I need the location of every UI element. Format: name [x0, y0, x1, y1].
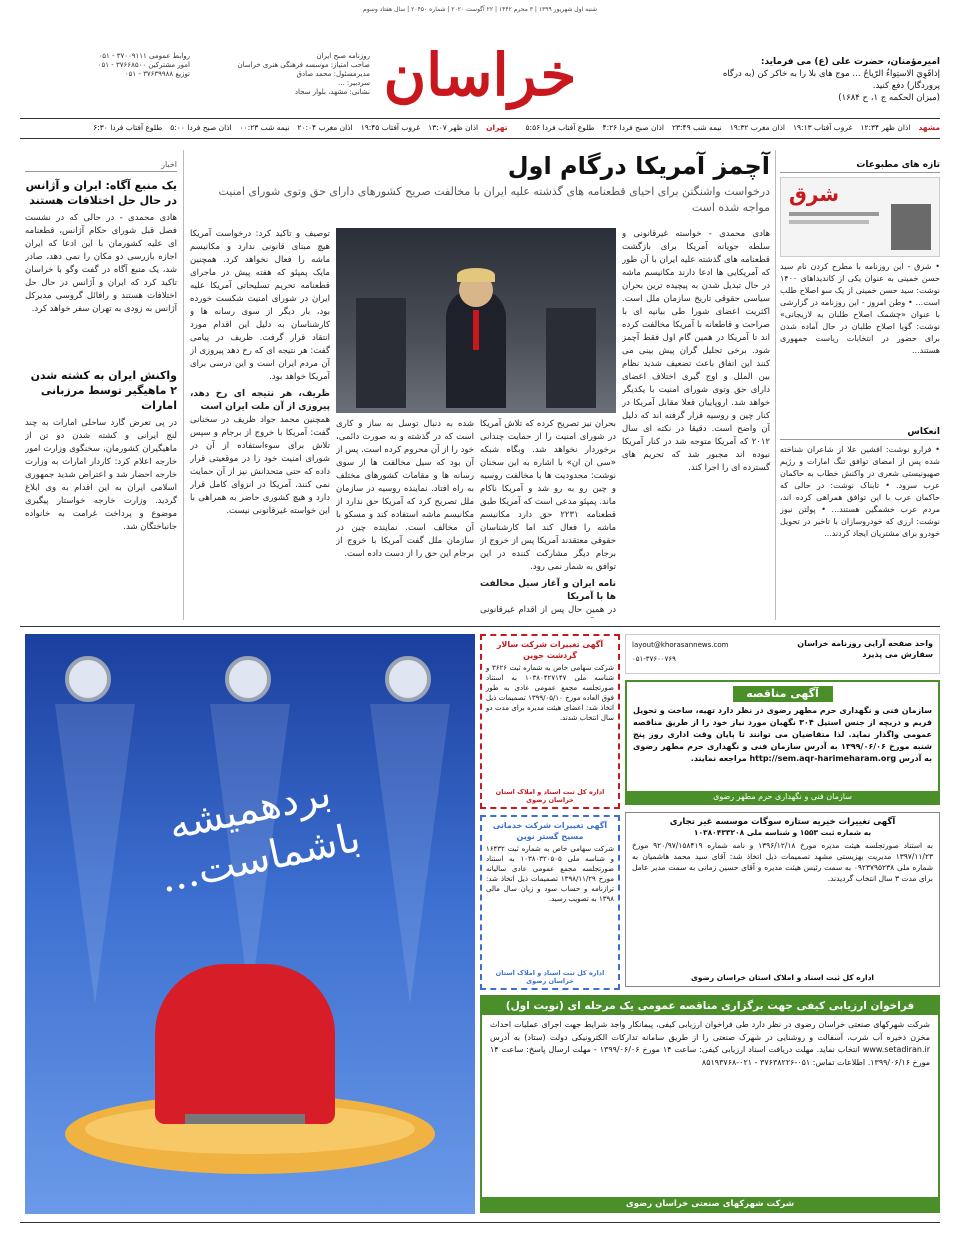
quote-block: [710, 56, 940, 104]
masthead-logo: [380, 30, 580, 130]
spotlight-icon: [225, 656, 271, 702]
news2-title: واکنش ایران به کشته شدن ۲ ماهیگیر توسط مرزبانی امارات: [30, 369, 177, 412]
prayer-city-mashhad: مشهد: [918, 123, 940, 132]
prayer-time: اذان صبح فردا ۵:۰۰: [170, 123, 232, 132]
main-body-col2: [480, 418, 616, 618]
banner-slogan: بردهمیشه باشماست...: [156, 769, 365, 903]
change-ad: [625, 812, 940, 987]
news1-body: هادی محمدی - در حالی که در نشست فصل قبل شورای حکام آژانس، قطعنامه ای علیه کشورمان با این ادعا که ایران اجازه بازرسی دو مکان را نمی دهد، صادر شد، یک منبع آگاه در گفت وگو با خراسان تاکید کرد که ایران و آژانس در حال حل اختلافات هستند و رافائل گروسی مدیرکل آژانس به زودی به تهران سفر خواهد کرد.: [25, 213, 177, 314]
prayer-city-tehran: تهران: [486, 123, 508, 132]
banner-ad: [25, 634, 475, 1214]
news1-title: یک منبع آگاه: ایران و آژانس در حال حل اختلافات هستند: [25, 179, 177, 207]
tender-footer: شرکت شهرکهای صنعتی خراسان رضوی: [482, 1197, 938, 1211]
col2-text: بحران نیز تصریح کرده که تلاش آمریکا در شورای امنیت را از حمایت چندانی برخوردار نخواهد شد. وبگاه شبکه «سی ان ان» با اشاره به این سخنان نوشت: محدودیت ها با مخالفت روسیه و چین رو به رو شد و آمریکا ناکام ماند. پمپئو مدعی است که آمریکا طبق قطعنامه ۲۲۳۱ حق دارد مکانیسم ماشه را فعال کند اما کارشناسان حقوقی معتقدند آمریکا پس از خروج از برجام دیگر مشارکت کننده در این توافق به شمار نمی رود.: [480, 419, 616, 572]
prayer-time: نیمه شب ۲۳:۴۹: [671, 123, 722, 132]
contact-phone: ۰۵۱-۳۷۶۰۰۷۶۹: [632, 655, 676, 663]
main-photo: [336, 228, 616, 413]
sidebar-reflection-title: انعکاس: [780, 427, 940, 440]
contact-title: واحد صفحه آرایی روزنامه خراسان سفارش می پذیرد: [797, 639, 933, 659]
publisher-line: روزنامه صبح ایران: [316, 52, 370, 60]
news2-body: در پی تعرض گارد ساحلی امارات به چند لنج ایرانی و کشته شدن دو تن از ماهیگیران کشورمان، سخنگوی وزارت امور خارجه اعلام کرد: کاردار امارات به وزارت خارجه احضار شد و اعتراض شدید جمهوری اسلامی ایران به این اقدام به وی ابلاغ گردید. وزارت خارجه خواستار پیگیری موضوع و پرداخت غرامت به خانواده جانباختگان شد.: [25, 418, 177, 532]
change-ad-body: به استناد صورتجلسه هیئت مدیره مورخ ۱۳۹۶/۱۲/۱۸ و نامه شماره ۹۲۰/۹۷/۱۵۸۴۱۹ مورخ ۱۳۹۷/۱۱/۲۳ مدیریت بهزیستی مشهد تصمیمات ذیل اتخاذ شد: آقای سید محمد هاشمیان به شماره ملی ۰۹۲۳۷۹۵۲۳۸ به سمت رئیس هیئت مدیره و آقای حسین زمانی به سمت مدیر عامل برای مدت ۳ سال انتخاب گردیدند.: [632, 841, 933, 883]
quote-body: إذاقَوِيَ الاستِواءُ الرّياحُ ... موج های بلا را به خاکر کن (به درگاه پروردگار) دفع کنید.: [722, 69, 940, 91]
prayer-time: طلوع آفتاب فردا ۶:۳۰: [93, 123, 163, 132]
small-ad2-body: شرکت سهامی خاص به شماره ثبت ۱۶۴۳۲ و شناسه ملی ۱۰۳۸۰۳۲۰۵۰۵ به استناد صورتجلسه مجمع عمومی عادی سالیانه مورخ ۱۳۹۸/۱۱/۲۹ تصمیمات ذیل اتخاذ شد: ترازنامه و حساب سود و زیان سال مالی ۱۳۹۸ به تصویب رسید.: [486, 845, 615, 903]
prayer-time: طلوع آفتاب فردا ۵:۵۶: [525, 123, 595, 132]
subhead-zarif: ظریف، هر نتیجه ای رخ دهد، پیروزی از آن ملت ایران است: [190, 389, 330, 412]
small-ad1-body: شرکت سهامی خاص به شماره ثبت ۳۶۲۶ و شناسه ملی ۱۰۳۸۰۴۲۷۱۴۷ به استناد صورتجلسه مجمع عمومی عادی به طور فوق العاده مورخ ۱۳۹۹/۰۵/۱۰ تصمیمات ذیل اتخاذ شد: اعضای هیئت مدیره برای مدت دو سال انتخاب شدند.: [486, 664, 614, 722]
subhead-letter: نامه ایران و آغاز سیل مخالفت ها با آمریکا: [480, 579, 616, 602]
phone-line: امور مشترکین ۳۷۶۶۸۵۰۰ - ۰۵۱: [97, 61, 190, 69]
prayer-time: اذان ظهر ۱۳:۰۷: [428, 123, 479, 132]
sidebar-reflection-text: • فرارو نوشت: افشین علا از شاعران شناخته شده پس از امضای توافق تنگ امارات و رژیم صهیونیستی شعری در واکنش خطاب به حاکمان عرب سرود. • تابناک نوشت: در حالی که حاکمان عرب با این توافق همراهی کرده اند، مردم عرب خشمگین هستند... • پولتن نیوز نوشت: ارزی که خودروسازان با تاخیر در تحویل خودرو برای مشتریان ایجاد کردند...: [780, 445, 940, 538]
newspaper-thumb-photo: [891, 204, 931, 250]
main-body-col3: شده به دنبال توسل به ساز و کاری است که در گذشته و به صورت دائمی، خود را از آن محروم کرده است. پس از آن بود که سیل مخالفت ها از سوی رسانه ها و مقامات کشورهای مختلف به راه افتاد. نماینده روسیه در سازمان ملل تصریح کرد که آمریکا حق ندارد از مکانیسم ماشه استفاده کند و مسکو با آن مخالف است. نماینده چین در سازمان ملل گفت آمریکا با خروج از برجام این حق را از دست داده است.: [336, 419, 474, 559]
small-ad2-footer: اداره کل ثبت اسناد و املاک استان خراسان رضوی: [495, 969, 605, 985]
munaqese-footer: سازمان فنی و نگهداری حرم مطهر رضوی: [627, 791, 938, 803]
tender-ad: [480, 995, 940, 1213]
main-body-col1: هادی محمدی - خواسته غیرقانونی و سلطه جویانه آمریکا برای بازگشت قطعنامه های گذشته علیه ایران با آن طور که آمریکایی ها ادعا دارند مکانیسم ماشه در حال تبدیل شدن به پیچیده ترین بحران سیاسی حقوقی تاریخ سازمان ملل است. اکثریت اعضای شورا طی بیانیه ای با صراحت و قاطعانه با آمریکا مخالفت کرده اند تا آمریکا در همین گام اول فقط آچمز شود. برخی تحلیل گران پیش بینی می کنند این اتفاق باعث تضعیف شدید نظام بین الملل و اوج گیری اختلاف اعضای دارای حق وتوی شورای امنیت با یکدیگر خواهد شد. اروپاییان فعلا مقابل آمریکا در کنار چین و روسیه قرار گرفته اند که دلیل آن واضح است. دقیقا در نکته ای سال ۲۰۱۲ که آمریکا متوجه شد در کنار آمریکا نبوده اند مجبور شد که تحریم های گسترده ای را اجرا کند.: [622, 229, 770, 473]
publisher-line: نشانی: مشهد، بلوار سجاد: [294, 88, 370, 96]
quote-title: امیرمؤمنان، حضرت علی (ع) می فرماید:: [760, 57, 940, 67]
prayer-time: اذان صبح فردا ۴:۲۶: [602, 123, 664, 132]
quote-source: (میزان الحکمه ج ۱، ح ۱۶۸۴): [838, 93, 940, 103]
contact-email: layout@khorasannews.com: [632, 641, 729, 649]
newspaper-thumbnail: [780, 177, 940, 257]
spotlight-icon: [65, 656, 111, 702]
newspaper-thumb-name: شرق: [789, 182, 839, 206]
prayer-time: اذان ظهر ۱۲:۳۴: [860, 123, 911, 132]
spotlight-icon: [385, 656, 431, 702]
phone-line: روابط عمومی ۳۷۰۰۹۱۱۱ - ۰۵۱: [98, 52, 190, 60]
phone-line: توزیع ۳۷۶۳۹۹۸۸ - ۰۵۱: [124, 70, 190, 78]
publisher-info: [200, 52, 370, 97]
main-headline: آچمز آمریکا درگام اول: [507, 152, 770, 180]
munaqese-body: سازمان فنی و نگهداری حرم مطهر رضوی در نظر دارد تهیه، ساخت و تحویل فریم و دریچه از جنس استیل ۳۰۴ نگهبان مورد نیاز خود را از طریق مناقصه عمومی واگذار نماید. لذا متقاضیان می توانند تا پایان وقت اداری روز پنج شنبه مورخ ۱۳۹۹/۰۶/۰۶ به آدرس سازمان فنی و نگهداری حرم مطهر رضوی به آدرس http://sem.aqr-harimeharam.org مراجعه نمایند.: [633, 706, 932, 763]
prayer-time: غروب آفتاب ۱۹:۴۵: [360, 123, 421, 132]
layout-contact-box: [625, 634, 940, 674]
masthead-topline: شنبه اول شهریور ۱۳۹۹ | ۳ محرم ۱۴۴۲ | ۲۲ آگوست ۲۰۲۰ | شماره ۲۰۴۵۰ | سال هفتاد وسوم: [363, 6, 597, 13]
change-ad-footer: اداره کل ثبت اسناد و املاک استان خراسان رضوی: [690, 973, 875, 982]
left-news-column: [25, 160, 177, 617]
tender-body: شرکت شهرکهای صنعتی خراسان رضوی در نظر دارد طی فراخوان ارزیابی کیفی، پیمانکار واجد شرایط جهت اجرای عملیات احداث مخزن ذخیره آب شرب، آسفالت و روشنایی در شهرک صنعتی را از طریق سامانه تدارکات الکترونیکی دولت (ستاد) به آدرس www.setadiran.ir انتخاب نماید. مهلت دریافت اسناد ارزیابی کیفی: ساعت ۱۴ مورخ ۱۳۹۹/۰۶/۰۶ - مهلت ارسال پاسخ: ساعت ۱۴ مورخ ۱۳۹۹/۰۶/۱۶. اطلاعات تماس: ۰۵۱-۳۷۶۳۸۲۲۶ - ۰۲۱-۸۵۱۹۳۷۶۸: [490, 1020, 930, 1067]
small-ad-2: [480, 815, 620, 990]
left-section-label: اخبار: [25, 160, 177, 172]
col2b-text: در همین حال پس از اقدام غیرقانونی: [480, 605, 616, 615]
draped-cloth: [155, 964, 335, 1124]
prayer-time: غروب آفتاب ۱۹:۱۳: [793, 123, 853, 132]
small-ad-1: [480, 634, 620, 809]
munaqese-ad: [625, 680, 940, 805]
sidebar-press: [780, 160, 940, 604]
logo-text: خراسان: [383, 41, 577, 109]
tender-title: فراخوان ارزیابی کیفی جهت برگزاری مناقصه عمومی یک مرحله ای (نوبت اول): [482, 997, 938, 1015]
small-ad1-footer: اداره کل ثبت اسناد و املاک استان خراسان رضوی: [495, 788, 605, 804]
sidebar-press-title: تازه های مطبوعات: [780, 160, 940, 173]
col4-text: توصیف و تاکید کرد: درخواست آمریکا هیچ مبنای قانونی ندارد و مکانیسم ماشه را فعال نخواهد کرد. همچنین مایک پمپئو که هفته پیش در ماجرای قطعنامه تحریم تسلیحاتی آمریکا علیه ایران در شورای امنیت شکست خورده بود، بار دیگر از سوی رسانه ها و کارشناسان به دلیل این اقدام مورد انتقاد قرار گرفت. ظریف در پیامی گفت: هر نتیجه ای که رخ دهد پیروزی از آن مردم ایران است و این درسی برای آمریکا خواهد بود.: [190, 229, 330, 382]
prayer-time: نیمه شب ۰۰:۲۳: [239, 123, 290, 132]
publisher-line: سردبیر: ...: [337, 79, 370, 87]
change-ad-title: آگهی تغییرات خیریه ستاره سوگات موسسه غیر تجاری: [669, 817, 896, 827]
prayer-times-bar: [20, 121, 940, 135]
publisher-line: صاحب امتیاز: موسسه فرهنگی هنری خراسان: [237, 61, 370, 69]
main-body-col4: [190, 228, 330, 618]
munaqese-label: آگهی مناقصه: [733, 686, 833, 702]
change-ad-sub: به شماره ثبت ۱۵۵۳ و شناسه ملی ۱۰۳۸۰۴۳۳۲۰۸: [693, 828, 872, 837]
small-ad1-title: آگهی تغییرات شرکت سالار گردشت جوین: [496, 640, 604, 660]
prayer-time: اذان مغرب ۱۹:۳۲: [729, 123, 785, 132]
main-article: [190, 150, 770, 216]
main-subheadline: درخواست واشنگتن برای احیای قطعنامه های گذشته علیه ایران با مخالفت صریح کشورهای دارای حق وتوی شورای امنیت مواجه شده است: [218, 185, 770, 214]
publisher-line: مدیرمسئول: محمد صادق: [296, 70, 370, 78]
phone-info: [30, 52, 190, 79]
col4b-text: همچنین محمد جواد ظریف در سخنانی گفت: آمریکا با خروج از برجام و سپس تلاش برای سوءاستفاده از آن در شورای امنیت خود را در موقعیتی قرار داده که حتی متحدانش نیز از آن حمایت نمی کنند. آمریکا در انزوای کامل قرار دارد و هیچ کشوری حاضر به همراهی با این خواسته غیرقانونی نیست.: [190, 415, 330, 516]
sidebar-press-text: • شرق - این روزنامه با مطرح کردن نام سید حسن خمینی به عنوان یکی از کاندیداهای ۱۴۰۰ نوشت: سید حسن خمینی از یک سو اصلاح طلب است... • وطن امروز - این روزنامه در گزارشی با عنوان «چشمک اصلاح طلبان به لاریجانی» نوشت: گویا اصلاح طلبان در حال آماده شدن برای حضور در انتخابات ریاست جمهوری هستند...: [780, 262, 940, 355]
prayer-time: اذان مغرب ۲۰:۰۴: [297, 123, 353, 132]
small-ad2-title: آگهی تغییرات شرکت خدماتی مسیح گستر نوین: [492, 821, 608, 841]
